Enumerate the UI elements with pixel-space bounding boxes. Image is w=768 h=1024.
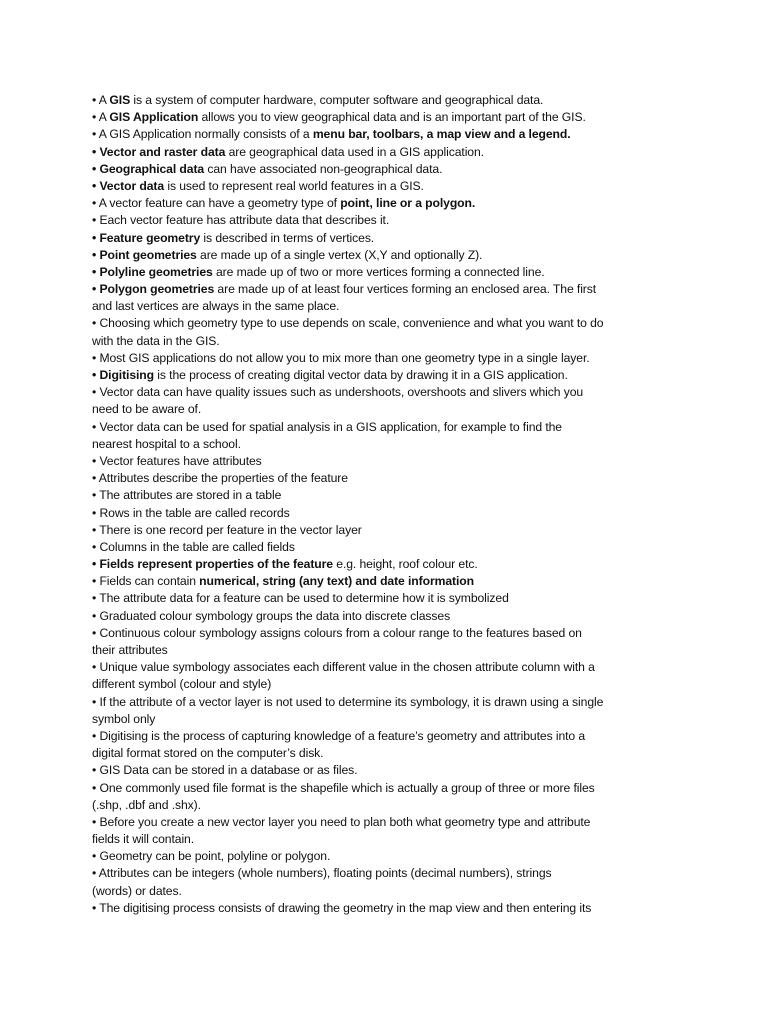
text-line (92, 384, 648, 401)
text-segment: different symbol (colour and style) (92, 677, 272, 692)
bold-text-segment: • Polyline geometries (92, 264, 213, 279)
text-segment: • Vector data can have quality issues such as undershoots, overshoots and slivers which you (92, 385, 584, 400)
text-line (92, 212, 648, 229)
text-segment: fields it will contain. (92, 832, 195, 847)
text-line (92, 711, 648, 728)
text-line (92, 590, 648, 607)
text-line (92, 436, 648, 453)
text-line (92, 92, 648, 109)
text-segment: • Most GIS applications do not allow you to mix more than one geometry type in a single layer. (92, 350, 590, 365)
text-segment: • If the attribute of a vector layer is not used to determine its symbology, it is drawn using a single (92, 694, 604, 709)
text-segment: • GIS Data can be stored in a database or as files. (92, 763, 358, 778)
text-segment: • Columns in the table are called fields (92, 539, 295, 554)
text-line (92, 487, 648, 504)
text-line (92, 333, 648, 350)
text-line (92, 831, 648, 848)
text-line (92, 573, 648, 590)
text-line (92, 883, 648, 900)
text-segment: their attributes (92, 643, 168, 657)
text-line (92, 676, 648, 693)
text-segment: is described in terms of vertices. (200, 230, 375, 245)
text-segment: • Before you create a new vector layer you need to plan both what geometry type and attribute (92, 814, 591, 829)
text-line (92, 608, 648, 625)
text-line (92, 762, 648, 779)
text-segment: • The digitising process consists of drawing the geometry in the map view and then entering its (92, 900, 592, 915)
text-segment: digital format stored on the computer’s disk. (92, 746, 324, 761)
text-segment: e.g. height, roof colour etc. (332, 557, 478, 572)
text-line (92, 126, 648, 143)
text-segment: • The attributes are stored in a table (92, 488, 282, 503)
text-segment: • Attributes describe the properties of the feature (92, 471, 348, 486)
bold-text-segment: • Geographical data (92, 161, 205, 176)
text-segment: symbol only (92, 711, 156, 726)
text-segment: • Vector data can be used for spatial analysis in a GIS application, for example to find the (92, 419, 562, 434)
text-segment: • A (92, 93, 110, 107)
text-segment: • Attributes can be integers (whole numbers), floating points (decimal numbers), strings (92, 866, 552, 881)
text-segment: are made up of a single vertex (X,Y and optionally Z). (196, 247, 483, 262)
bold-text-segment: point, line or a polygon. (340, 196, 476, 211)
text-line (92, 264, 648, 281)
text-line (92, 195, 648, 212)
text-segment: is a system of computer hardware, computer software and geographical data. (130, 93, 544, 107)
text-segment: are made up of two or more vertices forming a connected line. (212, 264, 545, 279)
text-line (92, 350, 648, 367)
text-segment: • Continuous colour symbology assigns colours from a colour range to the features based on (92, 625, 582, 640)
text-line (92, 453, 648, 470)
text-line (92, 848, 648, 865)
text-line (92, 642, 648, 659)
text-line (92, 659, 648, 676)
text-line (92, 315, 648, 332)
text-line (92, 625, 648, 642)
text-line (92, 230, 648, 247)
bold-text-segment: • Fields represent properties of the feature (92, 557, 333, 572)
text-segment: need to be aware of. (92, 402, 202, 417)
bold-text-segment: GIS (109, 93, 131, 107)
bold-text-segment: numerical, string (any text) and date information (199, 574, 474, 589)
text-line (92, 401, 648, 418)
text-segment: • Rows in the table are called records (92, 505, 290, 520)
text-line (92, 539, 648, 556)
text-segment: and last vertices are always in the same place. (92, 299, 340, 314)
text-line (92, 745, 648, 762)
text-segment: nearest hospital to a school. (92, 436, 241, 451)
text-segment: • There is one record per feature in the vector layer (92, 522, 362, 537)
text-segment: • The attribute data for a feature can be used to determine how it is symbolized (92, 591, 509, 606)
text-segment: • Graduated colour symbology groups the data into discrete classes (92, 608, 451, 623)
bold-text-segment: • Vector data (92, 178, 165, 193)
bold-text-segment: menu bar, toolbars, a map view and a legend. (312, 127, 571, 142)
text-segment: (words) or dates. (92, 883, 182, 898)
text-line (92, 161, 648, 178)
text-segment: is used to represent real world features in a GIS. (164, 178, 424, 193)
text-segment: • Choosing which geometry type to use depends on scale, convenience and what you want to do (92, 316, 604, 331)
text-segment: • Digitising is the process of capturing knowledge of a feature’s geometry and attributes into a (92, 728, 586, 743)
text-line (92, 298, 648, 315)
text-line (92, 865, 648, 882)
text-segment: • A GIS Application normally consists of a (92, 127, 313, 142)
text-segment: are made up of at least four vertices forming an enclosed area. The first (214, 282, 597, 297)
text-line (92, 367, 648, 384)
text-segment: • A vector feature can have a geometry type of (92, 196, 341, 211)
text-line (92, 522, 648, 539)
text-line (92, 281, 648, 298)
bold-text-segment: • Digitising (92, 368, 154, 382)
text-segment: allows you to view geographical data and is an important part of the GIS. (198, 110, 586, 125)
text-segment: (.shp, .dbf and .shx). (92, 797, 201, 812)
text-segment: • Unique value symbology associates each different value in the chosen attribute column with a (92, 660, 595, 675)
text-segment: are geographical data used in a GIS application. (225, 144, 484, 159)
text-line (92, 419, 648, 436)
document-page (92, 92, 648, 917)
text-segment: • Each vector feature has attribute data that describes it. (92, 213, 390, 228)
text-segment: • A (92, 110, 110, 125)
text-line (92, 900, 648, 917)
text-line (92, 247, 648, 264)
bold-text-segment: • Feature geometry (92, 230, 201, 245)
bold-text-segment: • Polygon geometries (92, 282, 215, 297)
text-line (92, 556, 648, 573)
text-line (92, 728, 648, 745)
text-line (92, 814, 648, 831)
text-line (92, 144, 648, 161)
bold-text-segment: • Vector and raster data (92, 144, 226, 159)
text-line (92, 470, 648, 487)
bold-text-segment: • Point geometries (92, 247, 197, 262)
text-segment: with the data in the GIS. (92, 333, 220, 348)
text-line (92, 505, 648, 522)
text-segment: • Vector features have attributes (92, 453, 262, 468)
text-line (92, 178, 648, 195)
bold-text-segment: GIS Application (109, 110, 199, 125)
text-segment: • Fields can contain (92, 574, 200, 589)
text-segment: can have associated non-geographical data. (204, 161, 443, 176)
text-line (92, 109, 648, 126)
text-segment: • Geometry can be point, polyline or polygon. (92, 849, 331, 864)
text-line (92, 694, 648, 711)
text-segment: • One commonly used file format is the shapefile which is actually a group of three or more files (92, 780, 595, 795)
text-line (92, 780, 648, 797)
text-line (92, 797, 648, 814)
text-segment: is the process of creating digital vector data by drawing it in a GIS application. (153, 368, 568, 382)
